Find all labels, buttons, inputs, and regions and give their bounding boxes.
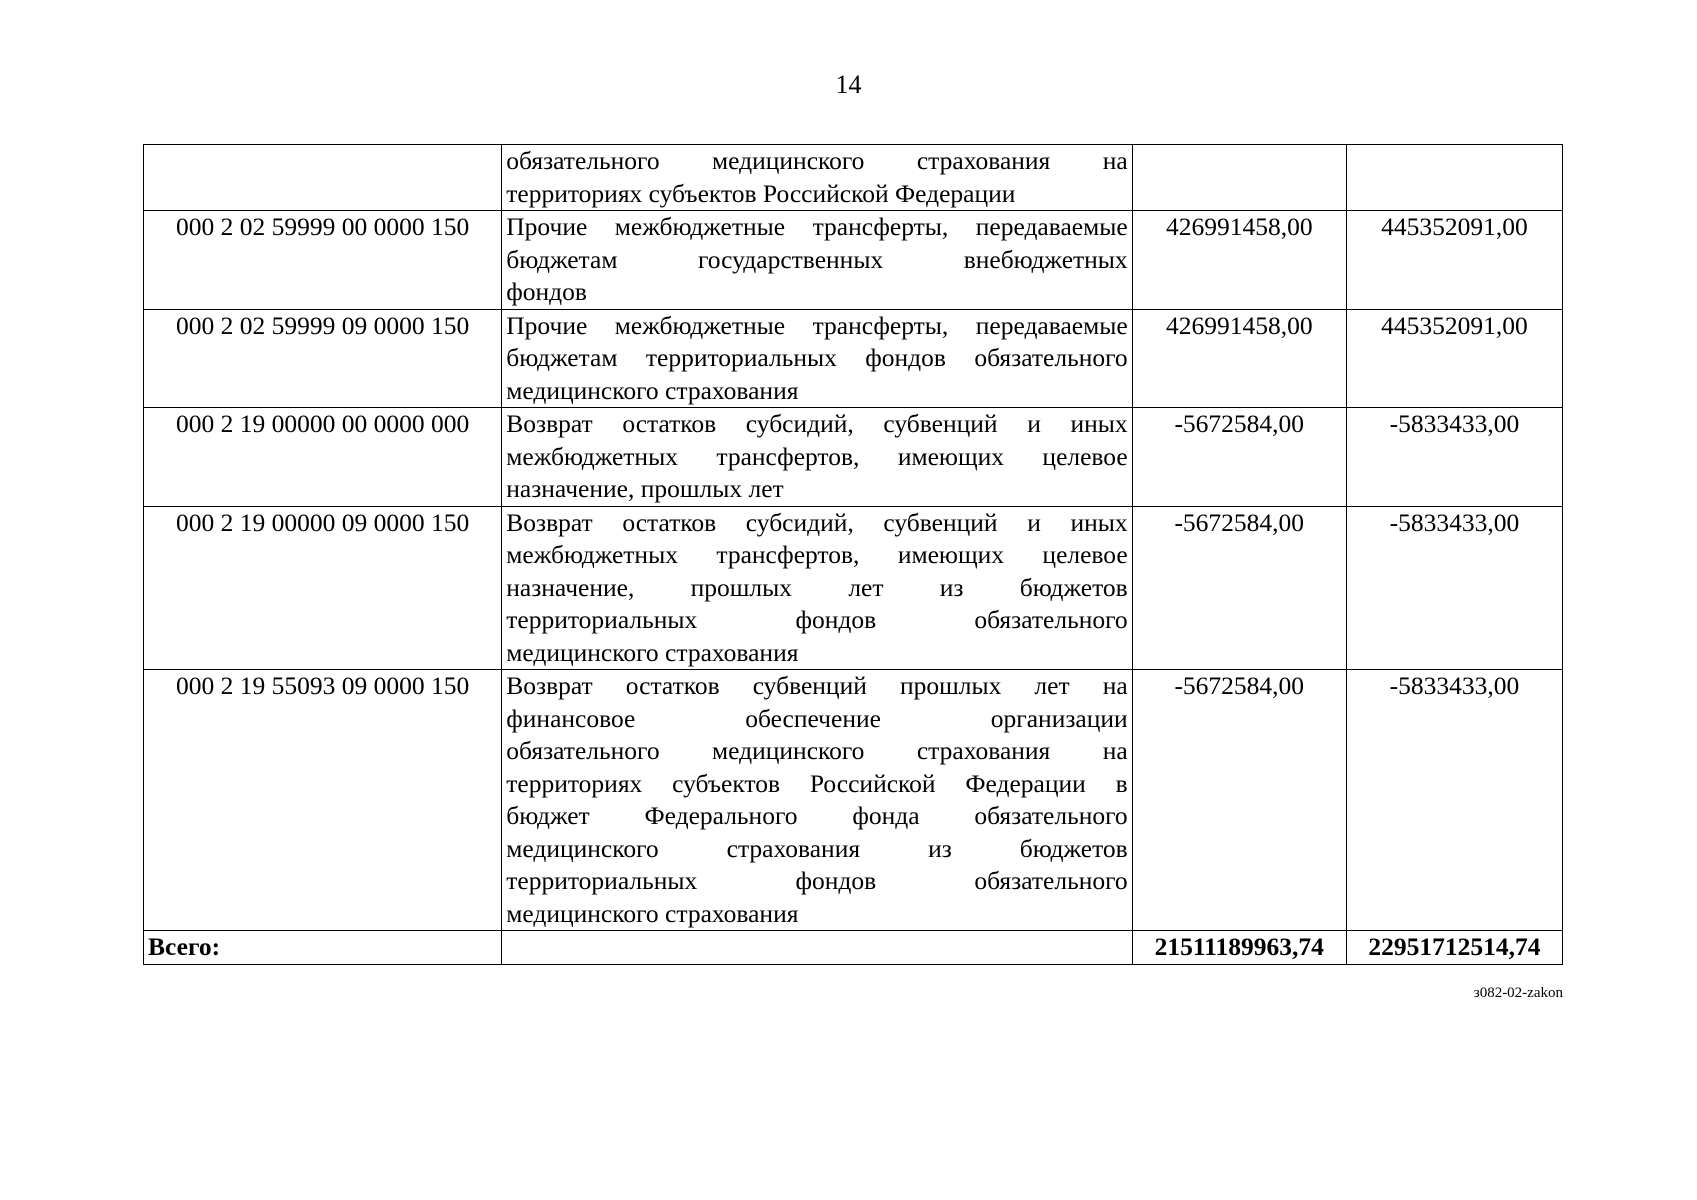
revenue-name-cell	[502, 145, 1132, 211]
revenue-name-line: обязательного медицинского страхования на	[506, 146, 1128, 175]
total-label: Всего:	[144, 931, 502, 965]
revenue-name-line: Возврат остатков субвенций прошлых лет на	[506, 671, 1128, 700]
document-code: з082-02-zakon	[1473, 985, 1563, 1001]
amount-year-1-cell: 426991458,00	[1132, 309, 1346, 408]
amount-year-2-cell: 445352091,00	[1346, 211, 1562, 310]
revenue-name-line: территориях субъектов Российской Федерации	[506, 178, 1016, 208]
revenue-name-line: назначение, прошлых лет	[506, 474, 784, 503]
revenue-name-line: фондов	[506, 277, 587, 306]
revenue-name-line: территориальных фондов обязательного	[506, 866, 1128, 895]
revenue-name-line: Возврат остатков субсидий, субвенций и иных	[506, 409, 1128, 438]
revenue-name-line: бюджетам территориальных фондов обязательного	[506, 343, 1128, 372]
total-value-1: 21511189963,74	[1132, 931, 1346, 965]
budget-code-cell: 000 2 02 59999 00 0000 150	[144, 211, 502, 310]
revenue-name-cell	[502, 309, 1132, 408]
table-row	[144, 211, 1563, 310]
amount-year-1-cell: 426991458,00	[1132, 211, 1346, 310]
total-row	[144, 931, 1563, 965]
amount-year-2-cell	[1346, 145, 1562, 211]
revenue-name-line: межбюджетных трансфертов, имеющих целевое	[506, 441, 1128, 471]
page-number: 14	[835, 70, 862, 99]
budget-code-cell: 000 2 19 00000 00 0000 000	[144, 408, 502, 507]
total-value-2: 22951712514,74	[1346, 931, 1562, 965]
table-row	[144, 145, 1563, 211]
revenue-name-line: территориях субъектов Российской Федерации в	[506, 768, 1128, 798]
amount-year-2-cell: -5833433,00	[1346, 408, 1562, 507]
revenue-name-line: медицинского страхования	[506, 637, 799, 667]
total-name-cell	[502, 931, 1132, 965]
table-row	[144, 408, 1563, 507]
revenue-name-line: медицинского страхования	[506, 898, 799, 928]
amount-year-2-cell: -5833433,00	[1346, 670, 1562, 931]
table-row	[144, 670, 1563, 931]
revenue-name-line: финансовое обеспечение организации	[506, 703, 1128, 733]
revenue-name-cell	[502, 408, 1132, 507]
revenue-name-cell	[502, 670, 1132, 931]
revenue-name-cell	[502, 506, 1132, 670]
budget-code-cell: 000 2 19 55093 09 0000 150	[144, 670, 502, 931]
budget-revenue-table	[143, 144, 1563, 965]
revenue-name-line: медицинского страхования из бюджетов	[506, 833, 1128, 863]
amount-year-1-cell: -5672584,00	[1132, 506, 1346, 670]
revenue-name-line: обязательного медицинского страхования на	[506, 736, 1128, 765]
revenue-name-line: назначение, прошлых лет из бюджетов	[506, 572, 1128, 602]
budget-code-cell: 000 2 02 59999 09 0000 150	[144, 309, 502, 408]
revenue-name-line: бюджет Федерального фонда обязательного	[506, 801, 1128, 830]
revenue-name-line: Прочие межбюджетные трансферты, передаваемые	[506, 310, 1128, 340]
amount-year-2-cell: -5833433,00	[1346, 506, 1562, 670]
amount-year-1-cell: -5672584,00	[1132, 670, 1346, 931]
table-row	[144, 506, 1563, 670]
amount-year-1-cell: -5672584,00	[1132, 408, 1346, 507]
revenue-name-line: Возврат остатков субсидий, субвенций и иных	[506, 507, 1128, 537]
revenue-name-line: территориальных фондов обязательного	[506, 605, 1128, 634]
table-body	[144, 145, 1563, 931]
revenue-name-line: Прочие межбюджетные трансферты, передаваемые	[506, 212, 1128, 241]
amount-year-2-cell: 445352091,00	[1346, 309, 1562, 408]
revenue-name-line: бюджетам государственных внебюджетных	[506, 244, 1128, 274]
revenue-name-line: медицинского страхования	[506, 375, 799, 405]
amount-year-1-cell	[1132, 145, 1346, 211]
table-row	[144, 309, 1563, 408]
revenue-name-line: межбюджетных трансфертов, имеющих целевое	[506, 540, 1128, 569]
budget-code-cell	[144, 145, 502, 211]
budget-code-cell: 000 2 19 00000 09 0000 150	[144, 506, 502, 670]
revenue-name-cell	[502, 211, 1132, 310]
